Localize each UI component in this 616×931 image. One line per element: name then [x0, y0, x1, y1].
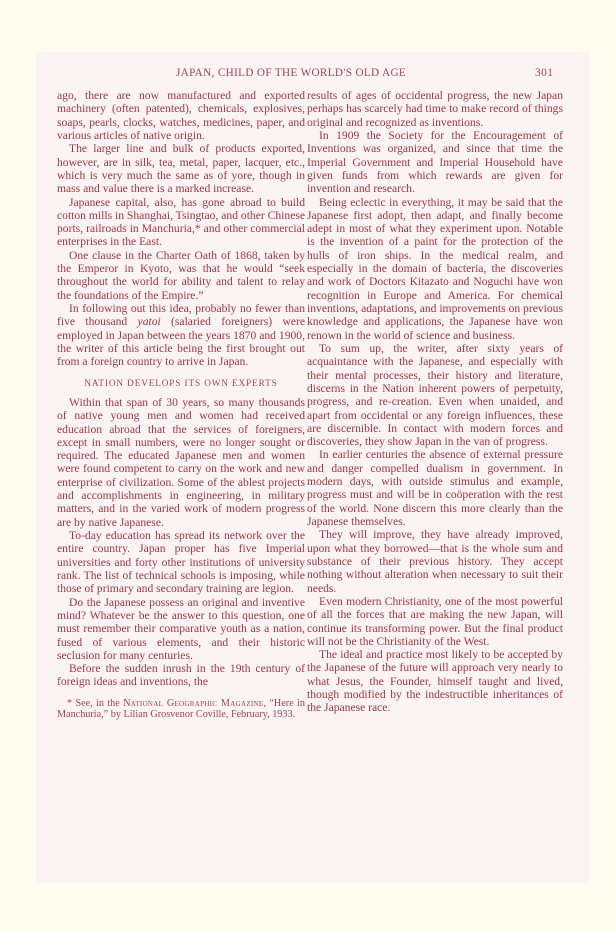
footnote [57, 698, 305, 721]
footnote-text: , “Here in Manchuria,” by Lilian Grosvenor Coville, February, 1933. [57, 697, 305, 721]
paragraph: Japanese capital, also, has gone abroad to build cotton mills in Shanghai, Tsingtao, and other Chinese ports, railroads in Manchuria,* and other commercial enterprises in the East. [57, 195, 305, 249]
paragraph: The larger line and bulk of products exported, however, are in silk, tea, metal, paper, lacquer, etc., which is very much the same as of yore, though in mass and value there is a marked increase. [57, 142, 305, 196]
book-page [36, 52, 590, 883]
paragraph: In earlier centuries the absence of external pressure and danger compelled dualism in government. In modern days, with outside stimulus and example, progress must and will be in coöperation with the rest of the world. None discern this more clearly than the Japanese themselves. [307, 448, 563, 528]
magazine-title: National Geographic Magazine [123, 697, 264, 709]
paragraph: Within that span of 30 years, so many thousands of native young men and women had received education abroad that the services of foreigners, except in small numbers, were no longer sought or required. The educated Japanese men and women were found competent to carry on the work and new enterprise of civilization. Some of the ablest projects and accomplishments in engineering, in military matters, and in the varied work of modern progress are by native Japanese. [57, 395, 305, 529]
paragraph: Being eclectic in everything, it may be said that the Japanese first adopt, then adapt, and finally become adept in most of what they experiment upon. Notable is the invention of a paint for the protection of the hulls of iron ships. In the medical realm, and especially in the domain of bacteria, the discoveries and work of Doctors Kitazato and Noguchi have won recognition in Europe and America. For chemical inventions, adaptations, and improvements on previous knowledge and applications, the Japanese have won renown in the world of science and business. [307, 195, 563, 342]
paragraph: results of ages of occidental progress, the new Japan perhaps has scarcely had time to make record of things original and recognized as inventions. [307, 89, 563, 129]
section-heading: NATION DEVELOPS ITS OWN EXPERTS [84, 377, 278, 388]
paragraph: To sum up, the writer, after sixty years of acquaintance with the Japanese, and especially with their mental processes, their history and literature, discerns in the Nation inherent powers of perpetuity, progress, and re-creation. Even when unaided, and apart from occidental or any foreign influences, these are discernible. In contact with modern forces and discoveries, they show Japan in the van of progress. [307, 341, 563, 449]
paragraph-yatoi [57, 302, 305, 369]
running-head [36, 67, 590, 83]
paragraph: In 1909 the Society for the Encouragement of Inventions was organized, and since that time the Imperial Government and Imperial Household have given funds from which rewards are given for invention and research. [307, 128, 563, 196]
left-column [57, 89, 305, 721]
page-number: 301 [535, 67, 554, 79]
text-span: (salaried foreigners) were employed in Japan between the years 1870 and 1900, the writer of this article being the first brought out from a foreign country to arrive in Japan. [57, 315, 305, 369]
paragraph: ago, there are now manufactured and exported machinery (often patented), chemicals, explosives, soaps, pearls, clocks, watches, medicines, paper, and various articles of native origin. [57, 89, 305, 142]
running-title: JAPAN, CHILD OF THE WORLD'S OLD AGE [176, 67, 407, 79]
paragraph: Even modern Christianity, one of the most powerful of all the forces that are making the new Japan, will continue its transforming power. But the final product will not be the Christianity of the West. [307, 594, 563, 648]
paragraph: To-day education has spread its network over the entire country. Japan proper has five Imperial universities and forty other institutions of university rank. The list of technical schools is imposing, while those of primary and secondary training are legion. [57, 529, 305, 596]
text-span: In following out this idea, probably no fewer than five thousand [57, 302, 305, 329]
footnote-marker: * See, in the [67, 697, 124, 709]
paragraph: The ideal and practice most likely to be accepted by the Japanese of the future will approach very nearly to what Jesus, the Founder, himself taught and lived, though modified by the indestructible inheritances of the Japanese race. [307, 648, 563, 715]
italic-term: yatoi [137, 315, 161, 329]
paragraph: Do the Japanese possess an original and inventive mind? Whatever be the answer to this question, one must remember their comparative youth as a nation, fused of various elements, and their historic seclusion for many centuries. [57, 595, 305, 662]
right-column [307, 89, 563, 715]
paragraph: They will improve, they have already improved, upon what they borrowed—that is the whole sum and substance of their previous history. They accept nothing without alteration when necessary to suit their needs. [307, 528, 563, 595]
paragraph: One clause in the Charter Oath of 1868, taken by the Emperor in Kyoto, was that he would “seek throughout the world for ability and talent to relay the foundations of the Empire.” [57, 248, 305, 302]
paragraph: Before the sudden inrush in the 19th century of foreign ideas and inventions, the [57, 662, 305, 689]
